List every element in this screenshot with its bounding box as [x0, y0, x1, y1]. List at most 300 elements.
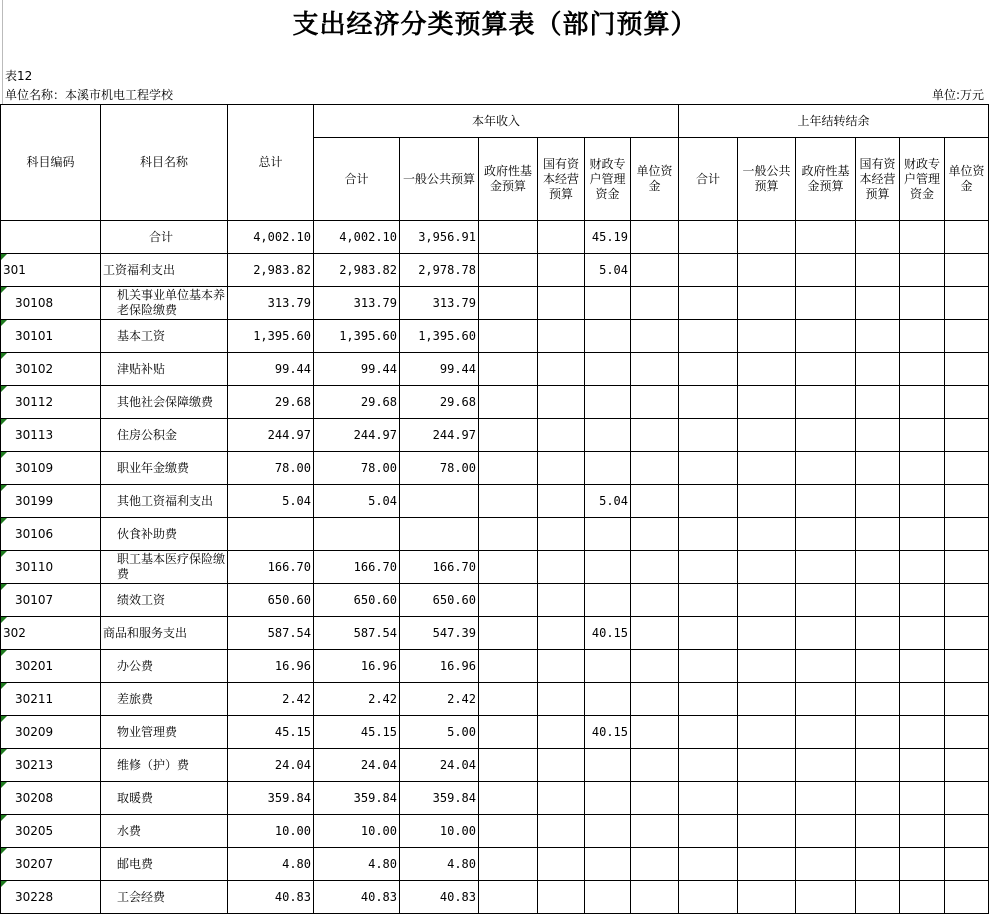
cell-state[interactable] — [538, 353, 585, 386]
cell-unitfund[interactable] — [631, 221, 679, 254]
cell-prior-4[interactable] — [900, 617, 945, 650]
cell-prior-2[interactable] — [796, 782, 856, 815]
cell-prior-3[interactable] — [856, 353, 900, 386]
cell-general[interactable] — [400, 485, 479, 518]
cell-code[interactable]: 30113 — [1, 419, 101, 452]
cell-fund[interactable] — [479, 419, 538, 452]
cell-general[interactable]: 244.97 — [400, 419, 479, 452]
cell-sum[interactable]: 244.97 — [314, 419, 400, 452]
cell-state[interactable] — [538, 419, 585, 452]
cell-unitfund[interactable] — [631, 386, 679, 419]
cell-prior-1[interactable] — [738, 584, 796, 617]
cell-code[interactable]: 30228 — [1, 881, 101, 914]
cell-prior-3[interactable] — [856, 815, 900, 848]
cell-sum[interactable]: 99.44 — [314, 353, 400, 386]
cell-name[interactable]: 水费 — [101, 815, 228, 848]
cell-sum[interactable]: 10.00 — [314, 815, 400, 848]
cell-prior-0[interactable] — [679, 452, 738, 485]
cell-prior-2[interactable] — [796, 386, 856, 419]
cell-sum[interactable]: 313.79 — [314, 287, 400, 320]
cell-unitfund[interactable] — [631, 254, 679, 287]
cell-fund[interactable] — [479, 386, 538, 419]
cell-prior-4[interactable] — [900, 320, 945, 353]
cell-prior-0[interactable] — [679, 320, 738, 353]
cell-unitfund[interactable] — [631, 716, 679, 749]
cell-state[interactable] — [538, 650, 585, 683]
cell-prior-2[interactable] — [796, 584, 856, 617]
cell-code[interactable]: 30213 — [1, 749, 101, 782]
cell-general[interactable]: 547.39 — [400, 617, 479, 650]
cell-sum[interactable]: 40.83 — [314, 881, 400, 914]
cell-fund[interactable] — [479, 287, 538, 320]
cell-special[interactable] — [585, 584, 631, 617]
cell-prior-5[interactable] — [945, 683, 989, 716]
cell-total[interactable] — [228, 518, 314, 551]
cell-code[interactable]: 30110 — [1, 551, 101, 584]
cell-prior-2[interactable] — [796, 518, 856, 551]
cell-special[interactable] — [585, 650, 631, 683]
cell-prior-2[interactable] — [796, 452, 856, 485]
cell-prior-0[interactable] — [679, 485, 738, 518]
cell-prior-3[interactable] — [856, 881, 900, 914]
cell-total[interactable]: 5.04 — [228, 485, 314, 518]
cell-special[interactable]: 5.04 — [585, 485, 631, 518]
cell-state[interactable] — [538, 815, 585, 848]
cell-general[interactable]: 2,978.78 — [400, 254, 479, 287]
cell-prior-1[interactable] — [738, 287, 796, 320]
cell-state[interactable] — [538, 485, 585, 518]
cell-name[interactable]: 伙食补助费 — [101, 518, 228, 551]
cell-prior-2[interactable] — [796, 716, 856, 749]
cell-prior-5[interactable] — [945, 353, 989, 386]
cell-special[interactable] — [585, 419, 631, 452]
cell-prior-0[interactable] — [679, 386, 738, 419]
cell-prior-1[interactable] — [738, 749, 796, 782]
cell-fund[interactable] — [479, 320, 538, 353]
cell-prior-0[interactable] — [679, 650, 738, 683]
cell-general[interactable]: 4.80 — [400, 848, 479, 881]
cell-unitfund[interactable] — [631, 518, 679, 551]
cell-sum[interactable]: 587.54 — [314, 617, 400, 650]
cell-prior-5[interactable] — [945, 452, 989, 485]
cell-unitfund[interactable] — [631, 881, 679, 914]
cell-prior-5[interactable] — [945, 221, 989, 254]
cell-general[interactable]: 40.83 — [400, 881, 479, 914]
cell-unitfund[interactable] — [631, 683, 679, 716]
cell-prior-3[interactable] — [856, 386, 900, 419]
cell-prior-0[interactable] — [679, 254, 738, 287]
cell-prior-0[interactable] — [679, 815, 738, 848]
cell-prior-1[interactable] — [738, 815, 796, 848]
cell-name[interactable]: 工会经费 — [101, 881, 228, 914]
cell-fund[interactable] — [479, 221, 538, 254]
cell-total[interactable]: 166.70 — [228, 551, 314, 584]
cell-prior-5[interactable] — [945, 518, 989, 551]
cell-general[interactable]: 99.44 — [400, 353, 479, 386]
cell-total[interactable]: 2.42 — [228, 683, 314, 716]
cell-prior-3[interactable] — [856, 485, 900, 518]
cell-prior-2[interactable] — [796, 353, 856, 386]
cell-prior-0[interactable] — [679, 716, 738, 749]
cell-code[interactable]: 30112 — [1, 386, 101, 419]
cell-code[interactable]: 30108 — [1, 287, 101, 320]
cell-unitfund[interactable] — [631, 353, 679, 386]
cell-state[interactable] — [538, 617, 585, 650]
cell-total[interactable]: 16.96 — [228, 650, 314, 683]
cell-special[interactable] — [585, 782, 631, 815]
cell-fund[interactable] — [479, 485, 538, 518]
cell-code[interactable]: 30201 — [1, 650, 101, 683]
cell-prior-4[interactable] — [900, 287, 945, 320]
cell-fund[interactable] — [479, 683, 538, 716]
cell-prior-4[interactable] — [900, 716, 945, 749]
cell-prior-4[interactable] — [900, 815, 945, 848]
cell-state[interactable] — [538, 716, 585, 749]
cell-fund[interactable] — [479, 254, 538, 287]
cell-state[interactable] — [538, 221, 585, 254]
cell-unitfund[interactable] — [631, 617, 679, 650]
cell-prior-1[interactable] — [738, 386, 796, 419]
cell-general[interactable]: 2.42 — [400, 683, 479, 716]
cell-general[interactable]: 313.79 — [400, 287, 479, 320]
cell-special[interactable] — [585, 848, 631, 881]
cell-code[interactable]: 30101 — [1, 320, 101, 353]
cell-prior-0[interactable] — [679, 419, 738, 452]
cell-prior-5[interactable] — [945, 617, 989, 650]
cell-prior-5[interactable] — [945, 848, 989, 881]
cell-total[interactable]: 40.83 — [228, 881, 314, 914]
cell-prior-0[interactable] — [679, 518, 738, 551]
cell-prior-2[interactable] — [796, 254, 856, 287]
cell-prior-0[interactable] — [679, 683, 738, 716]
cell-prior-4[interactable] — [900, 353, 945, 386]
cell-name[interactable]: 住房公积金 — [101, 419, 228, 452]
cell-name[interactable]: 其他工资福利支出 — [101, 485, 228, 518]
cell-unitfund[interactable] — [631, 320, 679, 353]
cell-general[interactable]: 3,956.91 — [400, 221, 479, 254]
cell-total[interactable]: 45.15 — [228, 716, 314, 749]
cell-prior-0[interactable] — [679, 881, 738, 914]
cell-code[interactable]: 30211 — [1, 683, 101, 716]
cell-unitfund[interactable] — [631, 551, 679, 584]
cell-prior-4[interactable] — [900, 485, 945, 518]
cell-prior-0[interactable] — [679, 782, 738, 815]
cell-prior-2[interactable] — [796, 848, 856, 881]
cell-prior-0[interactable] — [679, 287, 738, 320]
cell-name[interactable]: 基本工资 — [101, 320, 228, 353]
cell-prior-4[interactable] — [900, 221, 945, 254]
cell-code[interactable]: 30109 — [1, 452, 101, 485]
cell-prior-2[interactable] — [796, 650, 856, 683]
cell-total[interactable]: 29.68 — [228, 386, 314, 419]
cell-prior-1[interactable] — [738, 848, 796, 881]
cell-special[interactable] — [585, 518, 631, 551]
cell-fund[interactable] — [479, 353, 538, 386]
cell-code[interactable]: 30207 — [1, 848, 101, 881]
cell-prior-1[interactable] — [738, 485, 796, 518]
cell-prior-1[interactable] — [738, 419, 796, 452]
cell-prior-3[interactable] — [856, 287, 900, 320]
cell-prior-0[interactable] — [679, 551, 738, 584]
cell-special[interactable] — [585, 815, 631, 848]
cell-total[interactable]: 2,983.82 — [228, 254, 314, 287]
cell-code[interactable]: 30102 — [1, 353, 101, 386]
cell-prior-5[interactable] — [945, 881, 989, 914]
cell-state[interactable] — [538, 749, 585, 782]
cell-prior-1[interactable] — [738, 716, 796, 749]
cell-prior-5[interactable] — [945, 749, 989, 782]
cell-total[interactable]: 10.00 — [228, 815, 314, 848]
cell-state[interactable] — [538, 782, 585, 815]
cell-prior-2[interactable] — [796, 683, 856, 716]
cell-prior-3[interactable] — [856, 584, 900, 617]
cell-prior-4[interactable] — [900, 749, 945, 782]
cell-fund[interactable] — [479, 452, 538, 485]
cell-prior-5[interactable] — [945, 551, 989, 584]
cell-name[interactable]: 合计 — [101, 221, 228, 254]
cell-prior-3[interactable] — [856, 254, 900, 287]
cell-state[interactable] — [538, 584, 585, 617]
cell-general[interactable]: 650.60 — [400, 584, 479, 617]
cell-fund[interactable] — [479, 617, 538, 650]
cell-state[interactable] — [538, 881, 585, 914]
cell-general[interactable]: 1,395.60 — [400, 320, 479, 353]
cell-prior-5[interactable] — [945, 287, 989, 320]
cell-prior-3[interactable] — [856, 650, 900, 683]
cell-prior-5[interactable] — [945, 584, 989, 617]
cell-state[interactable] — [538, 287, 585, 320]
cell-special[interactable]: 5.04 — [585, 254, 631, 287]
cell-code[interactable]: 30205 — [1, 815, 101, 848]
cell-state[interactable] — [538, 452, 585, 485]
cell-prior-4[interactable] — [900, 650, 945, 683]
cell-name[interactable]: 维修（护）费 — [101, 749, 228, 782]
cell-unitfund[interactable] — [631, 287, 679, 320]
cell-unitfund[interactable] — [631, 650, 679, 683]
cell-sum[interactable]: 4.80 — [314, 848, 400, 881]
cell-prior-1[interactable] — [738, 650, 796, 683]
cell-prior-5[interactable] — [945, 716, 989, 749]
cell-special[interactable]: 40.15 — [585, 716, 631, 749]
cell-sum[interactable]: 2.42 — [314, 683, 400, 716]
cell-sum[interactable]: 29.68 — [314, 386, 400, 419]
cell-sum[interactable]: 359.84 — [314, 782, 400, 815]
cell-total[interactable]: 4,002.10 — [228, 221, 314, 254]
cell-sum[interactable]: 4,002.10 — [314, 221, 400, 254]
cell-fund[interactable] — [479, 584, 538, 617]
cell-name[interactable]: 商品和服务支出 — [101, 617, 228, 650]
cell-prior-1[interactable] — [738, 518, 796, 551]
cell-general[interactable]: 24.04 — [400, 749, 479, 782]
cell-prior-0[interactable] — [679, 848, 738, 881]
cell-sum[interactable]: 45.15 — [314, 716, 400, 749]
cell-prior-5[interactable] — [945, 485, 989, 518]
cell-prior-3[interactable] — [856, 617, 900, 650]
cell-fund[interactable] — [479, 716, 538, 749]
cell-sum[interactable] — [314, 518, 400, 551]
cell-fund[interactable] — [479, 848, 538, 881]
cell-unitfund[interactable] — [631, 782, 679, 815]
cell-general[interactable]: 16.96 — [400, 650, 479, 683]
cell-name[interactable]: 差旅费 — [101, 683, 228, 716]
cell-prior-1[interactable] — [738, 320, 796, 353]
cell-fund[interactable] — [479, 881, 538, 914]
cell-code[interactable]: 30208 — [1, 782, 101, 815]
cell-sum[interactable]: 5.04 — [314, 485, 400, 518]
cell-fund[interactable] — [479, 815, 538, 848]
cell-state[interactable] — [538, 254, 585, 287]
cell-special[interactable] — [585, 683, 631, 716]
cell-prior-5[interactable] — [945, 320, 989, 353]
cell-prior-1[interactable] — [738, 452, 796, 485]
cell-special[interactable] — [585, 749, 631, 782]
cell-sum[interactable]: 2,983.82 — [314, 254, 400, 287]
cell-prior-3[interactable] — [856, 452, 900, 485]
cell-sum[interactable]: 78.00 — [314, 452, 400, 485]
cell-special[interactable]: 40.15 — [585, 617, 631, 650]
cell-state[interactable] — [538, 848, 585, 881]
cell-code[interactable]: 302 — [1, 617, 101, 650]
cell-fund[interactable] — [479, 551, 538, 584]
cell-total[interactable]: 650.60 — [228, 584, 314, 617]
cell-prior-4[interactable] — [900, 551, 945, 584]
cell-prior-2[interactable] — [796, 881, 856, 914]
cell-prior-1[interactable] — [738, 881, 796, 914]
cell-name[interactable]: 办公费 — [101, 650, 228, 683]
cell-prior-3[interactable] — [856, 749, 900, 782]
cell-total[interactable]: 244.97 — [228, 419, 314, 452]
cell-code[interactable] — [1, 221, 101, 254]
cell-prior-2[interactable] — [796, 485, 856, 518]
cell-total[interactable]: 99.44 — [228, 353, 314, 386]
cell-prior-0[interactable] — [679, 584, 738, 617]
cell-total[interactable]: 4.80 — [228, 848, 314, 881]
cell-prior-4[interactable] — [900, 782, 945, 815]
cell-code[interactable]: 30209 — [1, 716, 101, 749]
cell-code[interactable]: 301 — [1, 254, 101, 287]
cell-general[interactable]: 10.00 — [400, 815, 479, 848]
cell-special[interactable] — [585, 452, 631, 485]
cell-prior-3[interactable] — [856, 221, 900, 254]
cell-unitfund[interactable] — [631, 452, 679, 485]
cell-prior-1[interactable] — [738, 683, 796, 716]
cell-prior-5[interactable] — [945, 419, 989, 452]
cell-prior-4[interactable] — [900, 452, 945, 485]
cell-code[interactable]: 30107 — [1, 584, 101, 617]
cell-prior-2[interactable] — [796, 287, 856, 320]
cell-prior-2[interactable] — [796, 551, 856, 584]
cell-name[interactable]: 其他社会保障缴费 — [101, 386, 228, 419]
cell-general[interactable]: 29.68 — [400, 386, 479, 419]
cell-prior-3[interactable] — [856, 320, 900, 353]
cell-total[interactable]: 587.54 — [228, 617, 314, 650]
cell-special[interactable]: 45.19 — [585, 221, 631, 254]
cell-sum[interactable]: 1,395.60 — [314, 320, 400, 353]
cell-prior-4[interactable] — [900, 386, 945, 419]
cell-general[interactable]: 359.84 — [400, 782, 479, 815]
cell-name[interactable]: 职工基本医疗保险缴费 — [101, 551, 228, 584]
cell-prior-2[interactable] — [796, 749, 856, 782]
cell-prior-5[interactable] — [945, 815, 989, 848]
cell-name[interactable]: 津贴补贴 — [101, 353, 228, 386]
cell-general[interactable]: 78.00 — [400, 452, 479, 485]
cell-total[interactable]: 313.79 — [228, 287, 314, 320]
cell-fund[interactable] — [479, 782, 538, 815]
cell-prior-3[interactable] — [856, 716, 900, 749]
cell-prior-1[interactable] — [738, 782, 796, 815]
cell-prior-5[interactable] — [945, 782, 989, 815]
cell-prior-1[interactable] — [738, 353, 796, 386]
cell-total[interactable]: 24.04 — [228, 749, 314, 782]
cell-state[interactable] — [538, 320, 585, 353]
cell-special[interactable] — [585, 320, 631, 353]
cell-prior-4[interactable] — [900, 419, 945, 452]
cell-state[interactable] — [538, 386, 585, 419]
cell-fund[interactable] — [479, 749, 538, 782]
cell-prior-2[interactable] — [796, 320, 856, 353]
cell-prior-3[interactable] — [856, 551, 900, 584]
cell-total[interactable]: 1,395.60 — [228, 320, 314, 353]
cell-name[interactable]: 工资福利支出 — [101, 254, 228, 287]
cell-code[interactable]: 30199 — [1, 485, 101, 518]
cell-name[interactable]: 绩效工资 — [101, 584, 228, 617]
cell-special[interactable] — [585, 881, 631, 914]
cell-general[interactable]: 166.70 — [400, 551, 479, 584]
cell-prior-3[interactable] — [856, 419, 900, 452]
cell-prior-1[interactable] — [738, 254, 796, 287]
cell-special[interactable] — [585, 287, 631, 320]
cell-state[interactable] — [538, 551, 585, 584]
cell-state[interactable] — [538, 518, 585, 551]
cell-special[interactable] — [585, 353, 631, 386]
cell-sum[interactable]: 166.70 — [314, 551, 400, 584]
cell-name[interactable]: 机关事业单位基本养老保险缴费 — [101, 287, 228, 320]
cell-prior-5[interactable] — [945, 386, 989, 419]
cell-name[interactable]: 邮电费 — [101, 848, 228, 881]
cell-prior-4[interactable] — [900, 881, 945, 914]
cell-prior-3[interactable] — [856, 848, 900, 881]
cell-sum[interactable]: 16.96 — [314, 650, 400, 683]
cell-prior-5[interactable] — [945, 254, 989, 287]
cell-prior-3[interactable] — [856, 683, 900, 716]
cell-name[interactable]: 物业管理费 — [101, 716, 228, 749]
cell-unitfund[interactable] — [631, 419, 679, 452]
cell-total[interactable]: 359.84 — [228, 782, 314, 815]
cell-total[interactable]: 78.00 — [228, 452, 314, 485]
cell-prior-1[interactable] — [738, 221, 796, 254]
cell-unitfund[interactable] — [631, 815, 679, 848]
cell-prior-2[interactable] — [796, 221, 856, 254]
cell-fund[interactable] — [479, 518, 538, 551]
cell-prior-0[interactable] — [679, 221, 738, 254]
cell-general[interactable] — [400, 518, 479, 551]
cell-prior-0[interactable] — [679, 617, 738, 650]
cell-general[interactable]: 5.00 — [400, 716, 479, 749]
cell-sum[interactable]: 24.04 — [314, 749, 400, 782]
cell-unitfund[interactable] — [631, 485, 679, 518]
cell-code[interactable]: 30106 — [1, 518, 101, 551]
cell-fund[interactable] — [479, 650, 538, 683]
cell-prior-4[interactable] — [900, 584, 945, 617]
cell-unitfund[interactable] — [631, 584, 679, 617]
cell-prior-4[interactable] — [900, 683, 945, 716]
cell-sum[interactable]: 650.60 — [314, 584, 400, 617]
cell-prior-2[interactable] — [796, 419, 856, 452]
cell-prior-0[interactable] — [679, 749, 738, 782]
cell-special[interactable] — [585, 551, 631, 584]
cell-prior-1[interactable] — [738, 617, 796, 650]
cell-prior-4[interactable] — [900, 848, 945, 881]
